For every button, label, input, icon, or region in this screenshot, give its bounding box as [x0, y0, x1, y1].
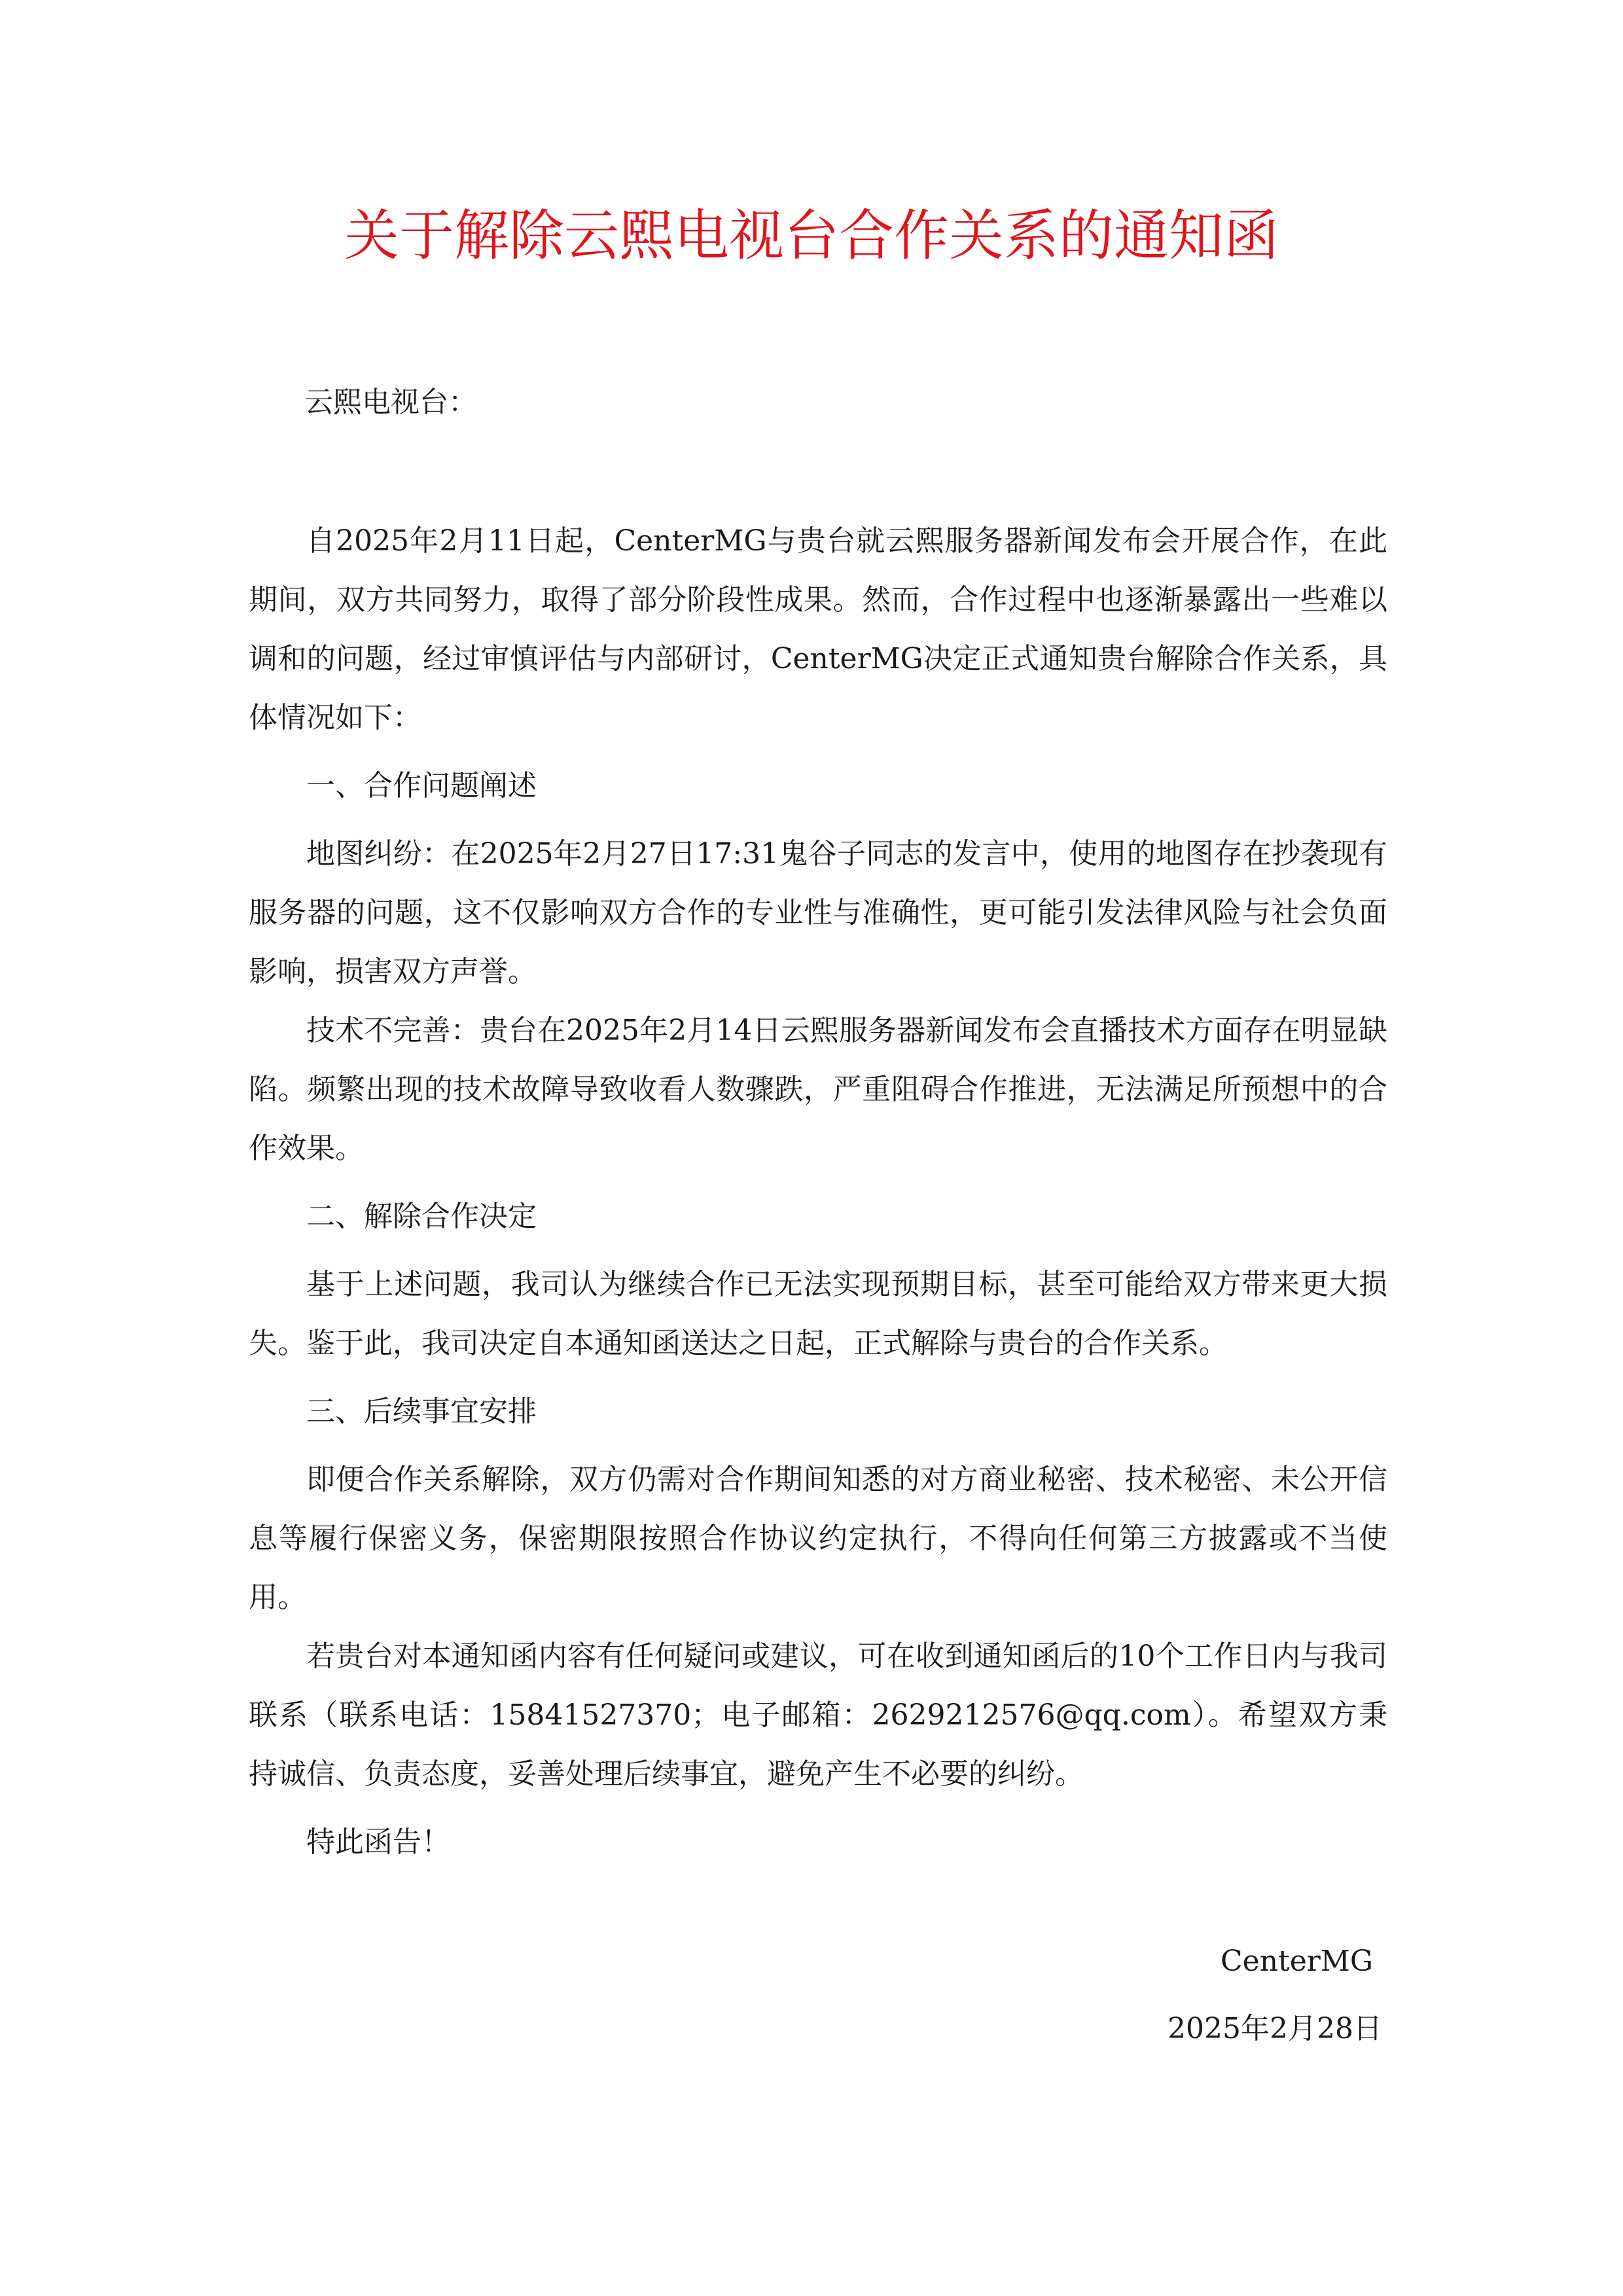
- section2-paragraph-1: 基于上述问题，我司认为继续合作已无法实现预期目标，甚至可能给双方带来更大损失。鉴于此，我司决定自本通知函送达之日起，正式解除与贵台的合作关系。: [249, 1268, 1387, 1360]
- salutation: 云熙电视台：: [304, 386, 477, 419]
- document-body: [249, 512, 1387, 1872]
- section-heading-2: 二、解除合作决定: [306, 1200, 537, 1233]
- section-heading-3: 三、后续事宜安排: [306, 1395, 537, 1428]
- document-title: 关于解除云熙电视台合作关系的通知函: [344, 204, 1279, 268]
- section3-paragraph-1: 即便合作关系解除，双方仍需对合作期间知悉的对方商业秘密、技术秘密、未公开信息等履行保密义务，保密期限按照合作协议约定执行，不得向任何第三方披露或不当使用。: [249, 1463, 1387, 1614]
- section1-paragraph-2: 技术不完善：贵台在2025年2月14日云熙服务器新闻发布会直播技术方面存在明显缺陷。频繁出现的技术故障导致收看人数骤跌，严重阻碍合作推进，无法满足所预想中的合作效果。: [249, 1014, 1387, 1165]
- signature-organization: CenterMG: [1221, 1945, 1373, 1978]
- section1-paragraph-1: 地图纠纷：在2025年2月27日17:31鬼谷子同志的发言中，使用的地图存在抄袭现有服务器的问题，这不仅影响双方合作的专业性与准确性，更可能引发法律风险与社会负面影响，损害双方声誉。: [249, 837, 1387, 988]
- signature-date: 2025年2月28日: [1168, 2012, 1382, 2045]
- intro-paragraph: 自2025年2月11日起，CenterMG与贵台就云熙服务器新闻发布会开展合作，在此期间，双方共同努力，取得了部分阶段性成果。然而，合作过程中也逐渐暴露出一些难以调和的问题，经过审慎评估与内部研讨，CenterMG决定正式通知贵台解除合作关系，具体情况如下：: [249, 524, 1387, 734]
- closing-line: 特此函告！: [306, 1825, 450, 1859]
- section3-paragraph-2: 若贵台对本通知函内容有任何疑问或建议，可在收到通知函后的10个工作日内与我司联系（联系电话：15841527370；电子邮箱：2629212576@qq.com）。希望双方秉持诚信、负责态度，妥善处理后续事宜，避免产生不必要的纠纷。: [249, 1640, 1387, 1791]
- section-heading-1: 一、合作问题阐述: [306, 769, 537, 802]
